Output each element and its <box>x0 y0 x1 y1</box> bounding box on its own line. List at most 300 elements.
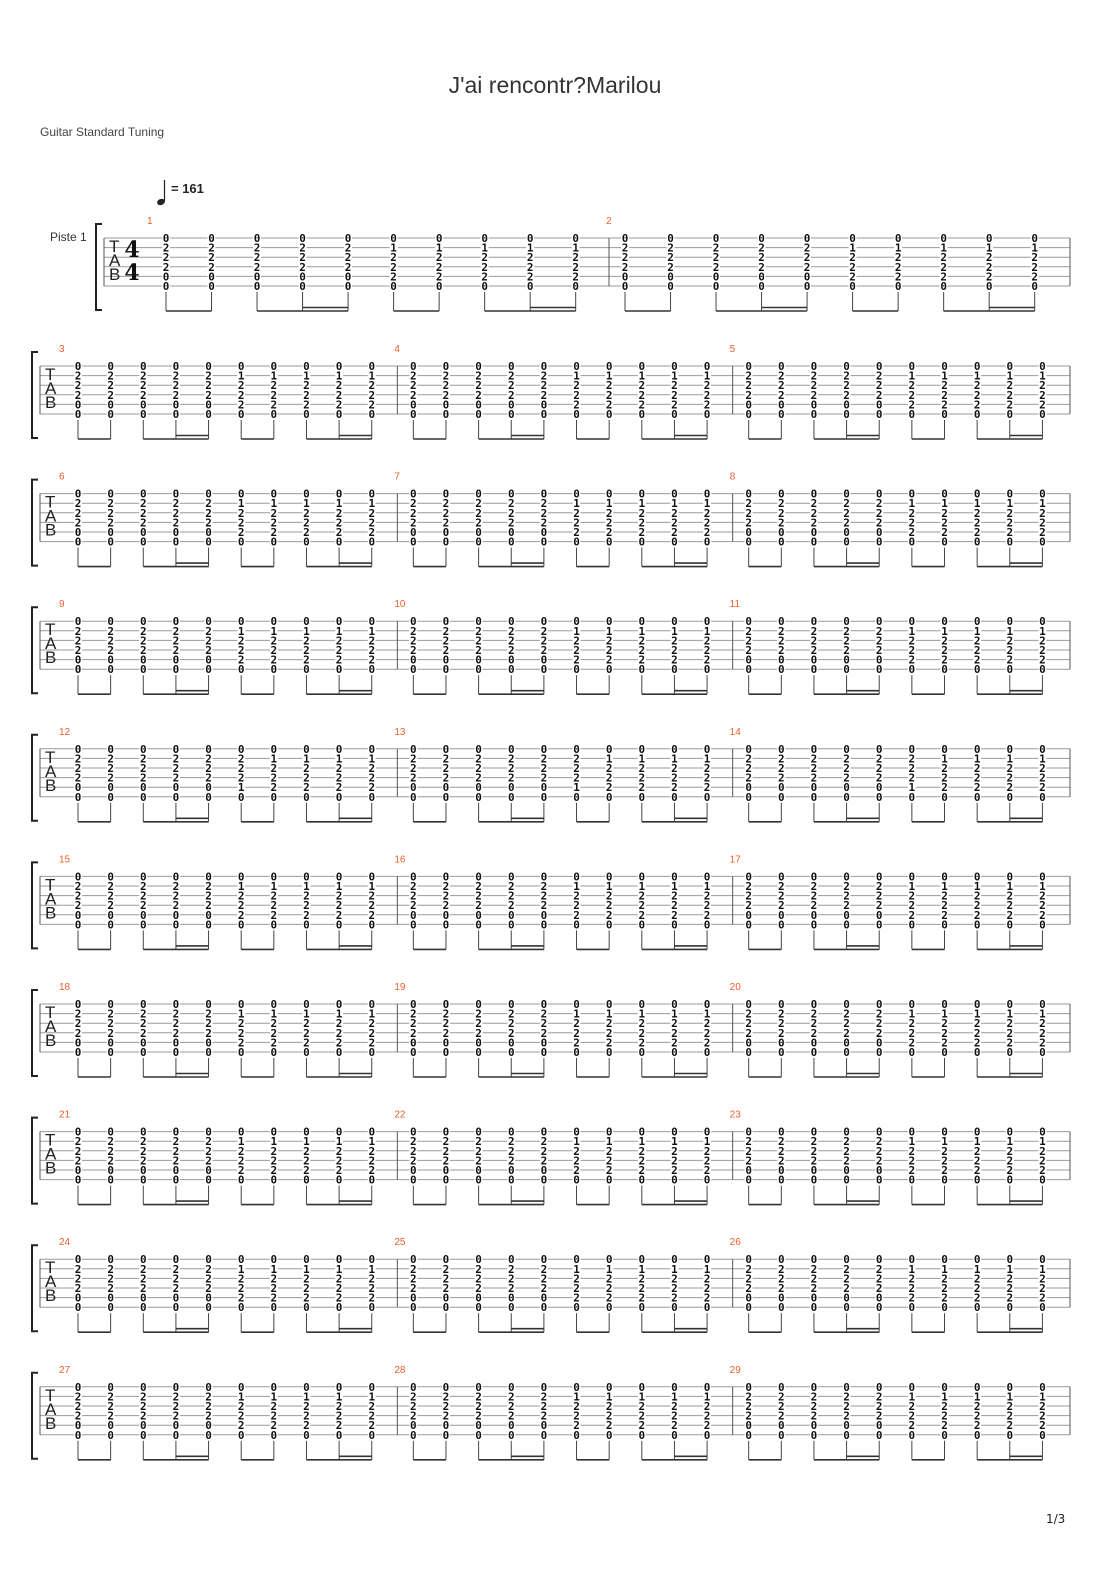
fret-number: 0 <box>745 360 752 373</box>
measure-number: 12 <box>59 726 71 738</box>
fret-number: 2 <box>605 781 613 795</box>
fret-number: 1 <box>894 241 902 255</box>
fret-number: 0 <box>777 1291 785 1305</box>
fret-number: 2 <box>973 1400 981 1413</box>
fret-number: 2 <box>540 1144 548 1158</box>
fret-number: 0 <box>540 1173 548 1187</box>
fret-number: 0 <box>1039 535 1046 549</box>
fret-number: 2 <box>172 644 180 657</box>
fret-number: 0 <box>475 1036 482 1050</box>
fret-number: 0 <box>208 270 215 284</box>
fret-number: 2 <box>908 506 916 520</box>
fret-number: 0 <box>107 615 114 629</box>
fret-number: 0 <box>875 742 883 756</box>
fret-number: 2 <box>973 1419 981 1433</box>
fret-number: 2 <box>777 771 785 785</box>
fret-number: 2 <box>940 260 947 274</box>
fret-number: 0 <box>803 280 811 293</box>
fret-number: 2 <box>299 241 306 255</box>
fret-number: 2 <box>605 1291 613 1305</box>
fret-number: 2 <box>475 644 482 657</box>
fret-number: 2 <box>985 251 993 265</box>
fret-number: 2 <box>638 1164 646 1177</box>
fret-number: 0 <box>442 1253 450 1267</box>
fret-number: 0 <box>410 1125 417 1139</box>
fret-number: 0 <box>335 1046 343 1059</box>
fret-number: 0 <box>810 1380 818 1394</box>
fret-number: 2 <box>941 388 948 402</box>
fret-number: 0 <box>107 653 114 667</box>
fret-number: 1 <box>335 1135 343 1149</box>
fret-number: 0 <box>810 908 818 922</box>
fret-number: 2 <box>237 1026 245 1040</box>
fret-number: 2 <box>74 762 82 775</box>
fret-number: 2 <box>638 762 646 775</box>
fret-number: 0 <box>74 1291 82 1305</box>
fret-number: 0 <box>139 1173 147 1187</box>
fret-number: 0 <box>237 1428 245 1442</box>
fret-number: 2 <box>368 1036 376 1050</box>
fret-number: 1 <box>973 1262 981 1276</box>
fret-number: 2 <box>941 1164 948 1177</box>
fret-number: 2 <box>621 260 629 274</box>
fret-number: 0 <box>270 790 278 804</box>
fret-number: 2 <box>335 1144 343 1158</box>
fret-number: 2 <box>777 624 785 638</box>
fret-number: 2 <box>172 369 180 383</box>
fret-number: 2 <box>475 1282 482 1295</box>
fret-number: 0 <box>712 280 720 293</box>
fret-number: 0 <box>475 1046 482 1059</box>
fret-number: 0 <box>573 870 580 884</box>
fret-number: 2 <box>573 644 580 657</box>
fret-number: 0 <box>139 790 147 804</box>
fret-number: 0 <box>973 1301 981 1315</box>
system-bracket <box>32 1373 38 1459</box>
fret-number: 2 <box>745 1144 752 1158</box>
fret-number: 2 <box>1006 644 1014 657</box>
fret-number: 1 <box>1006 497 1014 511</box>
fret-number: 2 <box>205 762 212 775</box>
fret-number: 0 <box>843 1046 850 1059</box>
fret-number: 2 <box>941 516 948 530</box>
fret-number: 0 <box>139 742 147 756</box>
fret-number: 1 <box>1006 752 1014 766</box>
fret-number: 2 <box>540 497 548 511</box>
fret-number: 2 <box>107 1026 114 1040</box>
fret-number: 0 <box>875 360 883 373</box>
fret-number: 2 <box>703 1026 711 1040</box>
fret-number: 2 <box>638 771 646 785</box>
fret-number: 2 <box>671 516 678 530</box>
fret-number: 2 <box>605 526 613 539</box>
fret-number: 0 <box>507 790 515 804</box>
fret-number: 2 <box>205 388 212 402</box>
fret-number: 0 <box>1039 1125 1046 1139</box>
fret-number: 2 <box>605 644 613 657</box>
fret-number: 0 <box>745 918 752 932</box>
fret-number: 1 <box>1039 369 1046 383</box>
fret-number: 0 <box>605 1428 613 1442</box>
fret-number: 0 <box>74 1173 82 1187</box>
fret-number: 2 <box>442 880 450 893</box>
fret-number: 0 <box>107 918 114 932</box>
fret-number: 1 <box>368 880 376 893</box>
fret-number: 2 <box>875 899 883 913</box>
fret-number: 1 <box>1006 880 1014 893</box>
measure-number: 14 <box>729 726 741 738</box>
fret-number: 2 <box>172 889 180 903</box>
fret-number: 2 <box>941 762 948 775</box>
fret-number: 2 <box>940 270 947 284</box>
fret-number: 0 <box>139 870 147 884</box>
fret-number: 2 <box>703 506 711 520</box>
fret-number: 2 <box>205 1400 212 1413</box>
fret-number: 2 <box>172 1282 180 1295</box>
fret-number: 2 <box>303 1400 310 1413</box>
fret-number: 0 <box>777 408 785 421</box>
fret-number: 0 <box>205 1428 212 1442</box>
fret-number: 2 <box>205 1017 212 1031</box>
fret-number: 2 <box>410 516 417 530</box>
fret-number: 2 <box>810 899 818 913</box>
fret-number: 2 <box>335 388 343 402</box>
fret-number: 2 <box>107 388 114 402</box>
fret-number: 2 <box>1039 1291 1046 1305</box>
fret-number: 0 <box>703 535 711 549</box>
fret-number: 0 <box>605 998 613 1011</box>
fret-number: 0 <box>745 1046 752 1059</box>
fret-number: 2 <box>1039 771 1046 785</box>
fret-number: 2 <box>368 771 376 785</box>
fret-number: 2 <box>638 516 646 530</box>
fret-number: 2 <box>621 241 629 255</box>
fret-number: 2 <box>368 644 376 657</box>
fret-number: 2 <box>638 899 646 913</box>
fret-number: 2 <box>335 1282 343 1295</box>
fret-number: 0 <box>410 535 417 549</box>
fret-number: 0 <box>638 1301 646 1315</box>
fret-number: 0 <box>139 1164 147 1177</box>
fret-number: 2 <box>667 241 674 255</box>
fret-number: 0 <box>435 280 443 293</box>
fret-number: 2 <box>270 1026 278 1040</box>
fret-number: 2 <box>435 251 443 265</box>
fret-number: 2 <box>843 1400 850 1413</box>
fret-number: 0 <box>253 232 261 245</box>
fret-number: 2 <box>303 506 310 520</box>
fret-number: 0 <box>908 408 916 421</box>
fret-number: 2 <box>941 771 948 785</box>
fret-number: 2 <box>507 889 515 903</box>
fret-number: 2 <box>973 1164 981 1177</box>
fret-number: 0 <box>139 663 147 677</box>
fret-number: 2 <box>941 653 948 667</box>
fret-number: 0 <box>107 526 114 539</box>
fret-number: 0 <box>703 742 711 756</box>
fret-number: 1 <box>605 880 613 893</box>
fret-number: 2 <box>973 1291 981 1305</box>
fret-number: 0 <box>237 1301 245 1315</box>
fret-number: 1 <box>908 1262 916 1276</box>
time-signature-denominator: 4 <box>124 260 140 286</box>
fret-number: 2 <box>410 1390 417 1404</box>
fret-number: 0 <box>74 1380 82 1394</box>
fret-number: 2 <box>368 908 376 922</box>
fret-number: 2 <box>253 260 261 274</box>
fret-number: 2 <box>1006 1026 1014 1040</box>
fret-number: 2 <box>442 516 450 530</box>
fret-number: 0 <box>74 870 82 884</box>
fret-number: 0 <box>368 487 376 501</box>
fret-number: 2 <box>703 644 711 657</box>
fret-number: 0 <box>205 535 212 549</box>
fret-number: 2 <box>237 899 245 913</box>
fret-number: 0 <box>74 526 82 539</box>
fret-number: 0 <box>162 232 170 245</box>
fret-number: 0 <box>410 1036 417 1050</box>
fret-number: 0 <box>237 998 245 1011</box>
fret-number: 0 <box>941 1046 948 1059</box>
fret-number: 0 <box>507 1125 515 1139</box>
fret-number: 2 <box>667 251 674 265</box>
fret-number: 2 <box>908 1144 916 1158</box>
fret-number: 0 <box>303 742 310 756</box>
fret-number: 2 <box>671 1291 678 1305</box>
fret-number: 2 <box>758 241 765 255</box>
fret-number: 2 <box>1031 270 1038 284</box>
fret-number: 0 <box>703 790 711 804</box>
fret-number: 2 <box>270 634 278 648</box>
fret-number: 2 <box>368 634 376 648</box>
fret-number: 2 <box>1039 644 1046 657</box>
fret-number: 2 <box>1039 1026 1046 1040</box>
fret-number: 2 <box>390 260 397 274</box>
fret-number: 0 <box>253 280 261 293</box>
fret-number: 0 <box>810 360 818 373</box>
fret-number: 1 <box>303 497 310 511</box>
fret-number: 2 <box>843 644 850 657</box>
fret-number: 0 <box>573 918 580 932</box>
fret-number: 2 <box>139 762 147 775</box>
fret-number: 2 <box>270 781 278 795</box>
fret-number: 0 <box>237 870 245 884</box>
fret-number: 2 <box>671 1419 678 1433</box>
fret-number: 1 <box>435 241 443 255</box>
fret-number: 0 <box>875 615 883 629</box>
tab-label-letter: B <box>109 265 121 284</box>
fret-number: 2 <box>810 634 818 648</box>
fret-number: 0 <box>908 998 916 1011</box>
fret-number: 2 <box>941 1154 948 1168</box>
fret-number: 2 <box>745 1282 752 1295</box>
fret-number: 2 <box>573 398 580 412</box>
fret-number: 0 <box>335 1428 343 1442</box>
fret-number: 2 <box>803 241 811 255</box>
fret-number: 2 <box>985 270 993 284</box>
fret-number: 2 <box>526 260 534 274</box>
fret-number: 2 <box>1006 762 1014 775</box>
fret-number: 0 <box>1039 998 1046 1011</box>
fret-number: 2 <box>843 1282 850 1295</box>
fret-number: 0 <box>368 998 376 1011</box>
fret-number: 2 <box>671 889 678 903</box>
fret-number: 1 <box>941 497 948 511</box>
fret-number: 0 <box>475 1428 482 1442</box>
measure-number: 23 <box>729 1109 741 1121</box>
fret-number: 2 <box>810 1154 818 1168</box>
fret-number: 0 <box>74 1428 82 1442</box>
fret-number: 0 <box>908 1125 916 1139</box>
fret-number: 2 <box>573 1272 580 1286</box>
fret-number: 2 <box>107 634 114 648</box>
tab-label-letter: B <box>45 520 57 540</box>
fret-number: 2 <box>540 1154 548 1168</box>
fret-number: 2 <box>507 1144 515 1158</box>
fret-number: 2 <box>638 1409 646 1423</box>
fret-number: 0 <box>410 781 417 795</box>
fret-number: 2 <box>335 1419 343 1433</box>
fret-number: 2 <box>475 369 482 383</box>
fret-number: 2 <box>1006 1400 1014 1413</box>
fret-number: 0 <box>74 535 82 549</box>
fret-number: 2 <box>1039 889 1046 903</box>
fret-number: 2 <box>1039 781 1046 795</box>
fret-number: 0 <box>107 790 114 804</box>
fret-number: 1 <box>573 624 580 638</box>
fret-number: 0 <box>368 615 376 629</box>
fret-number: 2 <box>410 1026 417 1040</box>
fret-number: 0 <box>777 487 785 501</box>
fret-number: 2 <box>703 771 711 785</box>
fret-number: 1 <box>638 1135 646 1149</box>
fret-number: 2 <box>875 506 883 520</box>
fret-number: 0 <box>74 1419 82 1433</box>
fret-number: 2 <box>475 506 482 520</box>
fret-number: 2 <box>671 526 678 539</box>
fret-number: 0 <box>303 487 310 501</box>
measure-number: 29 <box>729 1364 741 1376</box>
fret-number: 2 <box>941 1409 948 1423</box>
fret-number: 2 <box>368 506 376 520</box>
fret-number: 2 <box>107 1390 114 1404</box>
fret-number: 0 <box>442 1291 450 1305</box>
fret-number: 0 <box>74 408 82 421</box>
fret-number: 2 <box>1006 506 1014 520</box>
fret-number: 0 <box>941 1253 948 1267</box>
fret-number: 0 <box>573 408 580 421</box>
fret-number: 2 <box>237 1409 245 1423</box>
fret-number: 0 <box>875 1036 883 1050</box>
fret-number: 2 <box>507 624 515 638</box>
fret-number: 2 <box>605 516 613 530</box>
fret-number: 2 <box>410 1135 417 1149</box>
fret-number: 2 <box>205 369 212 383</box>
fret-number: 0 <box>1006 1253 1014 1267</box>
fret-number: 2 <box>777 1026 785 1040</box>
tab-label-letter: A <box>45 889 57 909</box>
fret-number: 0 <box>875 790 883 804</box>
fret-number: 0 <box>172 790 180 804</box>
fret-number: 2 <box>74 899 82 913</box>
fret-number: 0 <box>139 908 147 922</box>
fret-number: 2 <box>1006 1282 1014 1295</box>
fret-number: 2 <box>777 634 785 648</box>
fret-number: 0 <box>205 918 212 932</box>
fret-number: 0 <box>237 360 245 373</box>
fret-number: 0 <box>843 1380 850 1394</box>
fret-number: 0 <box>638 535 646 549</box>
fret-number: 0 <box>573 1428 580 1442</box>
fret-number: 0 <box>605 663 613 677</box>
fret-number: 1 <box>703 1007 711 1021</box>
fret-number: 2 <box>172 497 180 511</box>
fret-number: 2 <box>605 398 613 412</box>
fret-number: 0 <box>507 1301 515 1315</box>
fret-number: 2 <box>107 1154 114 1168</box>
fret-number: 2 <box>107 1400 114 1413</box>
fret-number: 1 <box>368 1135 376 1149</box>
fret-number: 2 <box>638 1291 646 1305</box>
fret-number: 1 <box>973 1135 981 1149</box>
fret-number: 2 <box>270 506 278 520</box>
fret-number: 0 <box>745 653 752 667</box>
fret-number: 2 <box>107 771 114 785</box>
fret-number: 2 <box>303 1282 310 1295</box>
fret-number: 2 <box>442 899 450 913</box>
fret-number: 2 <box>540 1390 548 1404</box>
fret-number: 0 <box>973 1380 981 1394</box>
fret-number: 2 <box>335 908 343 922</box>
fret-number: 0 <box>671 1253 678 1267</box>
fret-number: 2 <box>810 379 818 393</box>
fret-number: 1 <box>703 1390 711 1404</box>
fret-number: 0 <box>299 270 306 284</box>
fret-number: 0 <box>442 1419 450 1433</box>
fret-number: 0 <box>638 360 646 373</box>
fret-number: 0 <box>410 663 417 677</box>
fret-number: 2 <box>810 889 818 903</box>
fret-number: 0 <box>671 1046 678 1059</box>
fret-number: 0 <box>442 1301 450 1315</box>
fret-number: 2 <box>442 1282 450 1295</box>
fret-number: 2 <box>758 251 765 265</box>
fret-number: 2 <box>475 1154 482 1168</box>
fret-number: 1 <box>303 752 310 766</box>
fret-number: 1 <box>638 624 646 638</box>
fret-number: 0 <box>843 1173 850 1187</box>
fret-number: 2 <box>74 497 82 511</box>
fret-number: 2 <box>573 1419 580 1433</box>
fret-number: 2 <box>573 526 580 539</box>
fret-number: 2 <box>368 1400 376 1413</box>
fret-number: 2 <box>671 1409 678 1423</box>
fret-number: 0 <box>908 663 916 677</box>
fret-number: 2 <box>172 899 180 913</box>
fret-number: 1 <box>368 497 376 511</box>
fret-number: 0 <box>973 487 981 501</box>
fret-number: 0 <box>507 487 515 501</box>
fret-number: 2 <box>973 634 981 648</box>
fret-number: 2 <box>671 908 678 922</box>
fret-number: 1 <box>941 1262 948 1276</box>
fret-number: 2 <box>237 1017 245 1031</box>
fret-number: 2 <box>442 497 450 511</box>
fret-number: 2 <box>74 771 82 785</box>
fret-number: 0 <box>507 998 515 1011</box>
fret-number: 0 <box>638 1046 646 1059</box>
fret-number: 2 <box>941 634 948 648</box>
